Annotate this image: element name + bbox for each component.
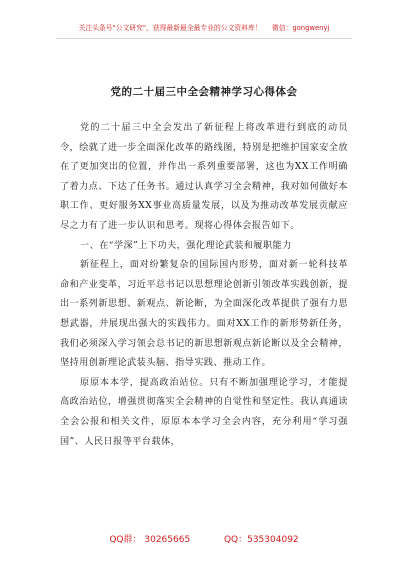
qq-number: QQ：535304092	[223, 535, 299, 545]
contact-footer	[0, 532, 408, 545]
promo-text: 关注头条号"公文研究"，获得最新最全最专业的公文资料库！	[78, 24, 262, 32]
promo-header	[0, 22, 408, 32]
paragraph: 新征程上，面对纷繁复杂的国际国内形势，面对新一轮科技革命和产业变革，习近平总书记以思想理论创新引领改革实践创新，提出一系列新思想、新观点、新论断，为全面深化改革提供了强有力思想武器，并展现出强大的实践伟力。面对XX工作的新形势新任务，我们必须深入学习领会总书记的新思想新观点新论断以及全会精神，坚持用创新理论武装头脑、指导实践、推动工作。	[60, 260, 348, 369]
document-body	[60, 119, 348, 452]
wechat-id: 微信：gongwenyj	[271, 24, 330, 32]
paragraph: 原原本本学，提高政治站位。只有不断加强理论学习，才能提高政治站位，增强贯彻落实全会精神的自觉性和坚定性。我认真通读全会公报和相关文件，原原本本学习全会内容，充分利用“学习强国”、人民日报等平台载体，	[60, 377, 348, 447]
section-heading: 一、在“学深”上下功夫，强化理论武装和履职能力	[80, 240, 292, 251]
header-divider	[56, 38, 352, 39]
qq-group: QQ群： 30265665	[109, 535, 191, 545]
paragraph-intro: 党的二十届三中全会发出了新征程上将改革进行到底的动员令，绘就了进一步全面深化改革的路线图，特别是把维护国家安全放在了更加突出的位置，并作出一系列重要部署，这也为XX工作明确了着力点、下达了任务书。通过认真学习全会精神，我对如何做好本职工作、更好服务XX事业高质量发展，以及为推动改革发展贡献应尽之力有了进一步认识和思考。现将心得体会报告如下。	[60, 123, 348, 231]
document-title: 党的二十届三中全会精神学习心得体会	[110, 86, 298, 98]
